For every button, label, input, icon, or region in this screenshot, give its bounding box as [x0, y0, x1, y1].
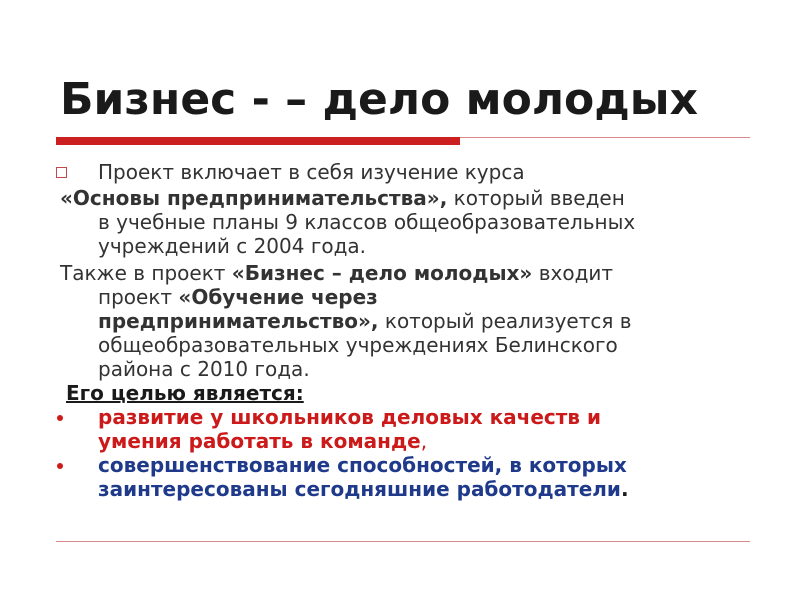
paragraph2-line1-end: входит [532, 261, 614, 285]
paragraph1-line2-rest: который введен [447, 186, 625, 210]
paragraph2-line3 [98, 310, 632, 332]
paragraph2-line5: района с 2010 года. [98, 357, 310, 381]
subproject-name-part1: «Обучение через [178, 285, 378, 309]
goal-item1-line1: развитие у школьников деловых качеств и [98, 405, 602, 429]
goal-item1-comma: , [420, 429, 428, 453]
paragraph2-line3-rest: который реализуется в [378, 309, 632, 333]
goal-item2-line2 [98, 478, 629, 500]
paragraph2-line1-start: Также в проект [60, 261, 232, 285]
paragraph2-line1 [60, 262, 613, 284]
slide-title: Бизнес - – дело молодых [60, 74, 698, 125]
goal-bullet-2-icon [57, 463, 63, 469]
goal-item2-line2-text: заинтересованы сегодняшние работодатели [98, 477, 621, 501]
course-name: «Основы предпринимательства», [60, 186, 448, 210]
goal-bullet-1-icon [57, 415, 63, 421]
goal-item2-line1: совершенствование способностей, в которых [98, 453, 627, 477]
paragraph2-line2-start: проект [98, 285, 179, 309]
footer-divider [56, 541, 750, 542]
paragraph1-line1: Проект включает в себя изучение курса [98, 160, 525, 184]
paragraph1-line3: в учебные планы 9 классов общеобразовательных [98, 210, 636, 234]
checkbox-bullet-icon [56, 167, 67, 178]
goal-item2-period: . [620, 477, 629, 501]
goal-item1-line2 [98, 430, 427, 452]
project-name: «Бизнес – дело молодых» [231, 261, 533, 285]
paragraph1-line4: учреждений с 2004 года. [98, 234, 367, 258]
goal-heading: Его целью является: [66, 381, 304, 405]
paragraph1-line2 [60, 187, 625, 209]
goal-item1-line2-text: умения работать в команде [98, 429, 421, 453]
paragraph2-line4: общеобразовательных учреждениях Белинского [98, 333, 618, 357]
paragraph2-line2 [98, 286, 378, 308]
subproject-name-part2: предпринимательство», [98, 309, 379, 333]
